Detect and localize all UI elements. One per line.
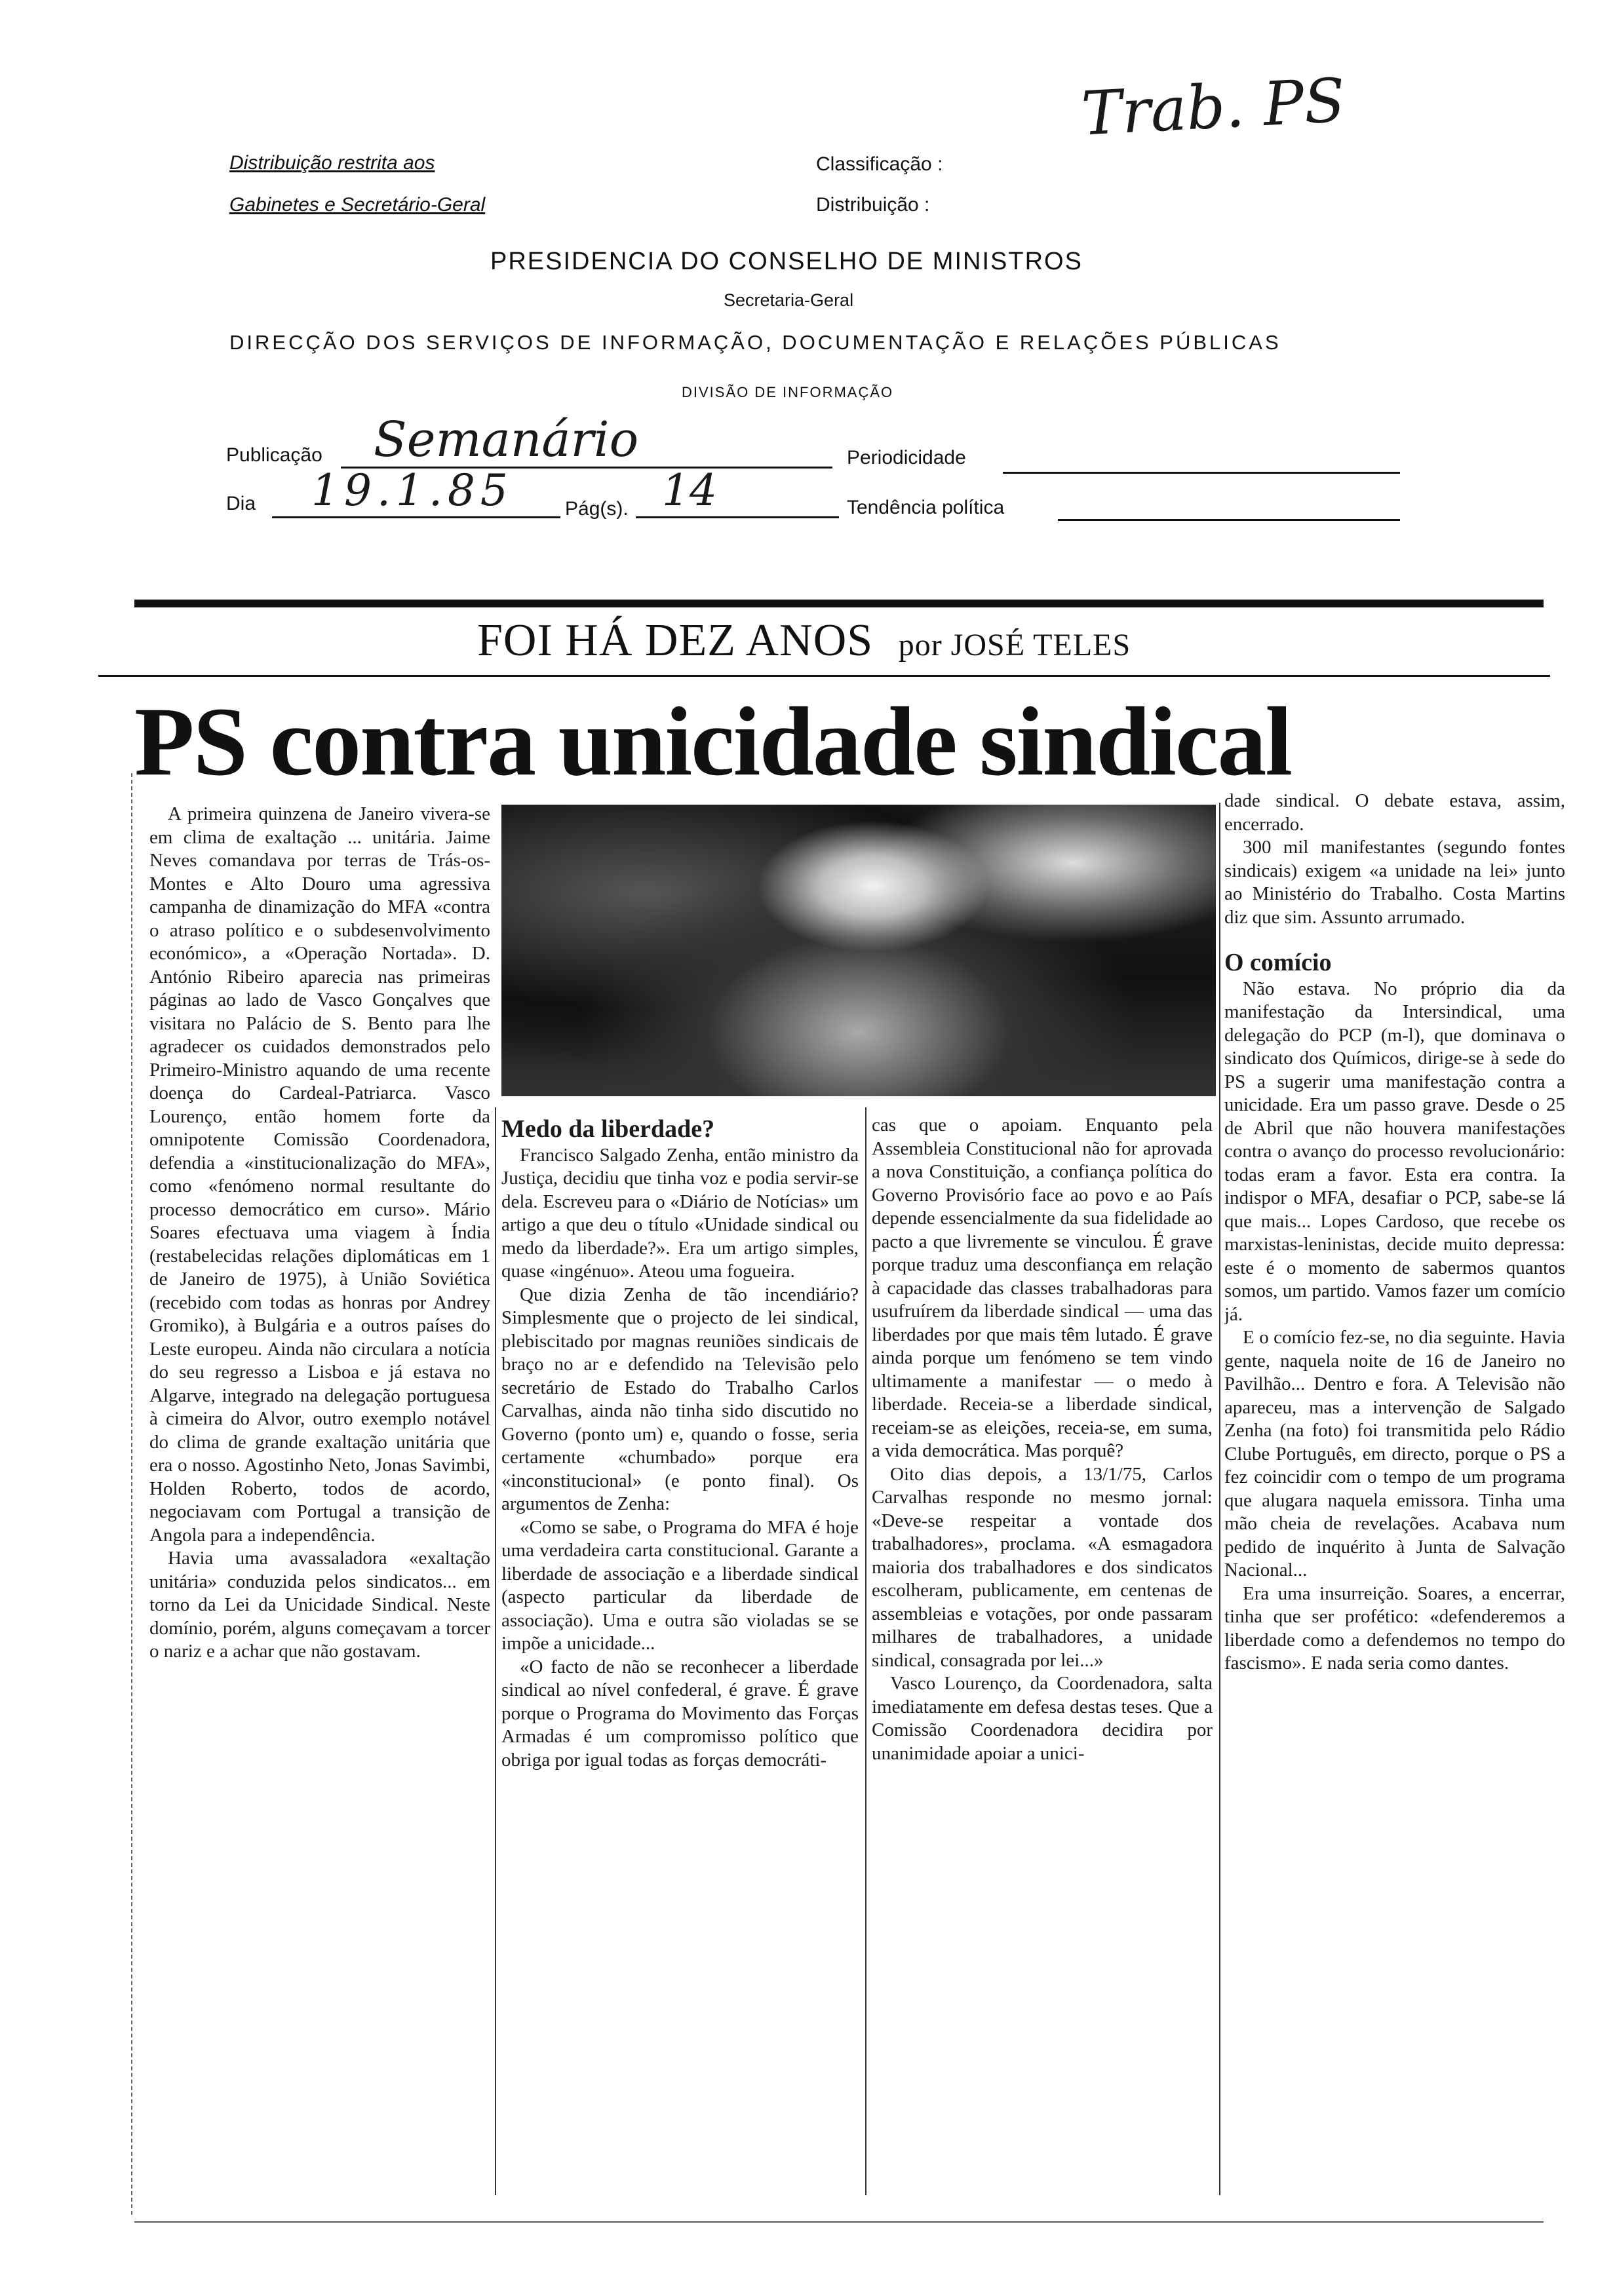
column-4 (1224, 790, 1565, 2205)
col4-paragraph-5: Era uma insurreição. Soares, a encerrar, tinha que ser profético: «defenderemos a liberdade como a defendemos no tempo do fascismo». E nada seria como dantes. (1224, 1582, 1565, 1674)
tendency-field (1058, 501, 1400, 521)
col4-paragraph-4: E o comício fez-se, no dia seguinte. Havia gente, naquela noite de 16 de Janeiro no Pavilhão... Dentro e fora. A Televisão não apareceu, mas a intervenção de Salgado Zenha (na foto) foi transmitida pelo Rádio Clube Português, em directo, porque o PS a fez coincidir com o tempo de um programa que alugara naquela emissora. Tinha uma mão cheia de revelações. Acabava num pedido de inquérito à Junta de Salvação Nacional... (1224, 1327, 1565, 1580)
col2-paragraph-1: Francisco Salgado Zenha, então ministro da Justiça, decidiu que tinha voz e podia servir-se dela. Escreveu para o «Diário de Notícias» um artigo a que deu o título «Unidade sindical ou medo da liberdade?». Era um artigo simples, quase «ingénuo». Ateou uma fogueira. (501, 1144, 859, 1282)
periodicity-field (1003, 452, 1400, 474)
day-label: Dia (226, 493, 256, 514)
col2-heading: Medo da liberdade? (501, 1115, 715, 1143)
top-rule (134, 600, 1544, 607)
col3-paragraph-3: Vasco Lourenço, da Coordenadora, salta imediatamente em defesa destas teses. Que a Comissão Coordenadora decidira por unanimidade apoiar a unici- (872, 1673, 1213, 1764)
day-field (272, 465, 560, 518)
day-value: 19.1.85 (311, 465, 513, 516)
publication-value: Semanário (374, 411, 639, 468)
col4-heading: O comício (1224, 949, 1332, 976)
handwritten-annotation: Trab. PS (1080, 65, 1348, 149)
col3-paragraph-1: cas que o apoiam. Enquanto pela Assembleia Constitucional não for aprovada a nova Constituição, a confiança política do Governo Provisório face ao povo e ao País depende essencialmente da sua fidelidade ao pacto a que livremente se vinculou. É grave porque traduz uma desconfiança em relação à capacidade das classes trabalhadoras para usufruírem da liberdade sindical — uma das liberdades por que mais têm lutado. É grave ainda porque um fenómeno se tem vindo ultimamente a manifestar — o medo à liberdade. Receia-se a liberdade sindical, receiam-se as eleições, receia-se, em suma, a vida democrática. Mas porquê? (872, 1115, 1213, 1461)
publication-label: Publicação (226, 444, 322, 466)
column-rule-2 (865, 1107, 866, 2195)
distribution-restricted: Distribuição restrita aos (229, 152, 435, 174)
col3-paragraph-2: Oito dias depois, a 13/1/75, Carlos Carvalhas responde no mesmo jornal: «Deve-se respeitar a vontade dos trabalhadores», proclama. «A esmagadora maioria dos trabalhadores e dos sindicatos escolheram, publicamente, em centenas de assembleias e votações, por onde passaram milhares de trabalhadores, a unidade sindical, consagrada por lei...» (872, 1463, 1213, 1671)
column-rule-1 (495, 1107, 496, 2195)
col1-paragraph-1: A primeira quinzena de Janeiro vivera-se em clima de exaltação ... unitária. Jaime Neves comandava por terras de Trás-os-Montes e Alto Douro uma agressiva campanha de dinamização do MFA «contra o atraso político e o subdesenvolvimento económico», a «Operação Nortada». D. António Ribeiro aparecia nas primeiras páginas ao lado de Vasco Gonçalves que visitara no Palácio de S. Bento para lhe agradecer os cuidados demonstrados pelo Primeiro-Ministro aquando de uma recente doença do Cardeal-Patriarca. Vasco Lourenço, então homem forte da omnipotente Comissão Coordenadora, defendia a «institucionalização do MFA», como «fenómeno normal resultante do processo democrático em curso». Mário Soares efectuava uma viagem à Índia (restabelecidas relações diplomáticas em 1 de Janeiro de 1975), à União Soviética (recebido com todas as honras por Andrey Gromiko), à Bulgária e a outros países do Leste europeu. Ainda não circulara a notícia do seu regresso a Lisboa e já estava no Algarve, integrado na delegação portuguesa à cimeira do Alvor, outro exemplo notável do clima de grande exaltação unitária que era o nosso. Agostinho Neto, Jonas Savimbi, Holden Roberto, todos de acordo, negociavam com Portugal a transição de Angola para a independência. (149, 803, 490, 1546)
section-rule (98, 675, 1550, 677)
col1-paragraph-2: Havia uma avassaladora «exaltação unitária» conduzida pelos sindicatos... em torno da Lei da Unicidade Sindical. Neste domínio, porém, alguns começavam a torcer o nariz e a achar que não gostavam. (149, 1548, 490, 1662)
distribution-recipients: Gabinetes e Secretário-Geral (229, 194, 486, 216)
column-1 (149, 803, 490, 2231)
pages-label: Pág(s). (565, 498, 629, 520)
bottom-rule (134, 2221, 1544, 2223)
column-2 (501, 1114, 859, 2189)
col4-paragraph-3: Não estava. No próprio dia da manifestação da Intersindical, uma delegação do PCP (m-l), que dominava o sindicato dos Químicos, dirige-se à sede do PS a sugerir uma manifestação contra a unicidade. Era um passo grave. Desde o 25 de Abril que não houvera manifestações contra o avanço do processo revolucionário: todas eram a favor. Esta era contra. Ia indispor o MFA, desafiar o PCP, sabe-se lá que mais... Lopes Cardoso, que recebe os marxistas-leninistas, decide muito depressa: este é o momento de sabermos quantos somos, um partido. Vamos fazer um comício já. (1224, 978, 1565, 1325)
tendency-label: Tendência política (847, 497, 1005, 518)
column-3 (872, 1114, 1213, 2189)
classification-label: Classificação : (816, 153, 943, 175)
col4-paragraph-1: dade sindical. O debate estava, assim, encerrado. (1224, 790, 1565, 835)
col2-paragraph-3: «Como se sabe, o Programa do MFA é hoje uma verdadeira carta constitucional. Garante a liberdade de associação e a liberdade sindical (aspecto particular da liberdade de associação). Uma e outra são violadas se se impõe a unicidade... (501, 1516, 859, 1654)
headline: PS contra unicidade sindical (134, 687, 1292, 796)
column-rule-3 (1219, 803, 1220, 2195)
byline: por JOSÉ TELES (898, 628, 1131, 662)
division: DIVISÃO DE INFORMAÇÃO (682, 384, 894, 400)
directorate: DIRECÇÃO DOS SERVIÇOS DE INFORMAÇÃO, DOCUMENTAÇÃO E RELAÇÕES PÚBLICAS (229, 331, 1281, 354)
col2-paragraph-4: «O facto de não se reconhecer a liberdade sindical ao nível confederal, é grave. É grave porque o Programa do Movimento das Forças Armadas é um compromisso político que obriga por igual todas as forças democráti- (501, 1656, 859, 1770)
section-title: FOI HÁ DEZ ANOS (477, 615, 874, 666)
col4-paragraph-2: 300 mil manifestantes (segundo fontes sindicais) exigem «a unidade na lei» junto ao Ministério do Trabalho. Costa Martins diz que sim. Assunto arrumado. (1224, 837, 1565, 928)
col2-paragraph-2: Que dizia Zenha de tão incendiário? Simplesmente que o projecto de lei sindical, plebiscitado por magnas reuniões sindicais de braço no ar e defendido na Televisão pelo secretário de Estado do Trabalho Carlos Carvalhas, ainda não tinha sido discutido no Governo (ponto um) e, quando o fosse, seria certamente «chumbado» porque era «inconstitucional» (e ponto final). Os argumentos de Zenha: (501, 1284, 859, 1514)
pages-field (636, 465, 839, 518)
section-header (477, 615, 1131, 667)
periodicity-label: Periodicidade (847, 447, 966, 469)
organization-title: PRESIDENCIA DO CONSELHO DE MINISTROS (490, 248, 1083, 275)
clipping-left-edge (131, 773, 132, 2215)
article-photo (501, 805, 1216, 1096)
distribution-label: Distribuição : (816, 194, 930, 216)
secretariat: Secretaria-Geral (724, 290, 854, 310)
pages-value: 14 (662, 465, 717, 516)
publication-field (341, 411, 832, 469)
